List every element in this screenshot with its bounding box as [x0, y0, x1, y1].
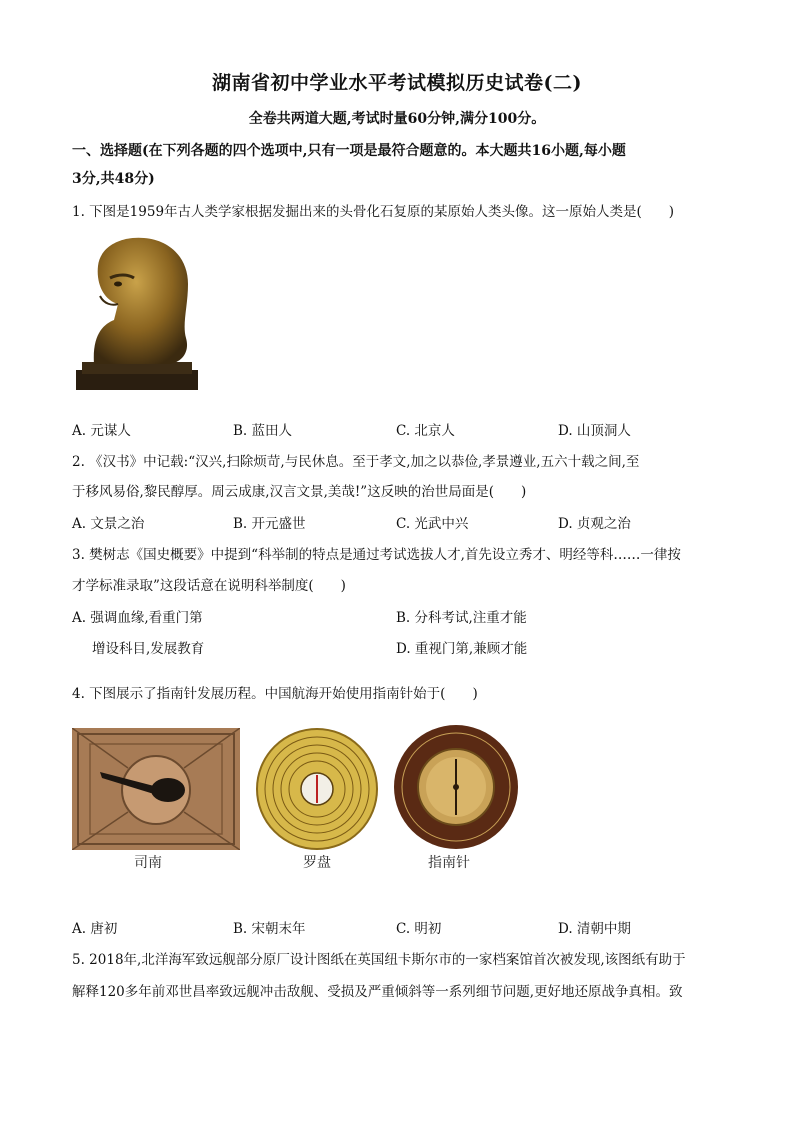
exam-subtitle: 全卷共两道大题,考试时量60分钟,满分100分。: [248, 111, 546, 127]
q1-option-d: D. 山顶洞人: [558, 423, 631, 439]
q4-option-c: C. 明初: [396, 921, 442, 937]
q2-option-c: C. 光武中兴: [396, 516, 469, 532]
caption-compass: 指南针: [428, 855, 470, 871]
q1-option-a: A. 元谋人: [72, 423, 131, 439]
caption-sinan: 司南: [134, 855, 162, 871]
q3-option-b: B. 分科考试,注重才能: [396, 610, 527, 626]
luopan-compass-image: [250, 728, 384, 850]
exam-title: 湖南省初中学业水平考试模拟历史试卷(二): [212, 72, 582, 94]
question-2-line-2: 于移风易俗,黎民醇厚。周云成康,汉言文景,美哉!”这反映的治世局面是( ): [72, 484, 527, 500]
q1-option-b: B. 蓝田人: [233, 423, 293, 439]
question-3-line-1: 3. 樊树志《国史概要》中提到“科举制的特点是通过考试选拔人才,首先设立秀才、明经等科……一律按: [72, 547, 681, 563]
question-5-line-2: 解释120多年前邓世昌率致远舰冲击敌舰、受损及严重倾斜等一系列细节问题,更好地还原战争真相。致: [72, 984, 683, 1000]
modern-compass-image: [391, 724, 521, 850]
caption-luopan: 罗盘: [303, 855, 331, 871]
question-2-line-1: 2. 《汉书》中记载:“汉兴,扫除烦苛,与民休息。至于孝文,加之以恭俭,孝景遵业,五六十载之间,至: [72, 454, 640, 470]
sinan-spoon-compass-image: [72, 728, 240, 850]
section-heading-line-2: 3分,共48分): [72, 171, 155, 187]
question-5-line-1: 5. 2018年,北洋海军致远舰部分原厂设计图纸在英国纽卡斯尔市的一家档案馆首次被发现,该图纸有助于: [72, 952, 686, 968]
q4-option-b: B. 宋朝末年: [233, 921, 306, 937]
question-4-stem: 4. 下图展示了指南针发展历程。中国航海开始使用指南针始于( ): [72, 686, 478, 702]
q4-option-a: A. 唐初: [72, 921, 118, 937]
section-heading-line-1: 一、选择题(在下列各题的四个选项中,只有一项是最符合题意的。本大题共16小题,每小题: [72, 143, 626, 159]
question-3-line-2: 才学标准录取”这段话意在说明科举制度( ): [72, 578, 346, 594]
q2-option-b: B. 开元盛世: [233, 516, 306, 532]
q3-option-d: D. 重视门第,兼顾才能: [396, 641, 528, 657]
q3-option-a: A. 强调血缘,看重门第: [72, 610, 203, 626]
q2-option-d: D. 贞观之治: [558, 516, 631, 532]
q1-option-c: C. 北京人: [396, 423, 455, 439]
fossil-head-bust-image: [74, 234, 204, 394]
q3-option-c: 增设科目,发展教育: [92, 641, 205, 657]
q2-option-a: A. 文景之治: [72, 516, 145, 532]
q4-option-d: D. 清朝中期: [558, 921, 631, 937]
question-1-stem: 1. 下图是1959年古人类学家根据发掘出来的头骨化石复原的某原始人类头像。这一原始人类是( ): [72, 204, 675, 220]
